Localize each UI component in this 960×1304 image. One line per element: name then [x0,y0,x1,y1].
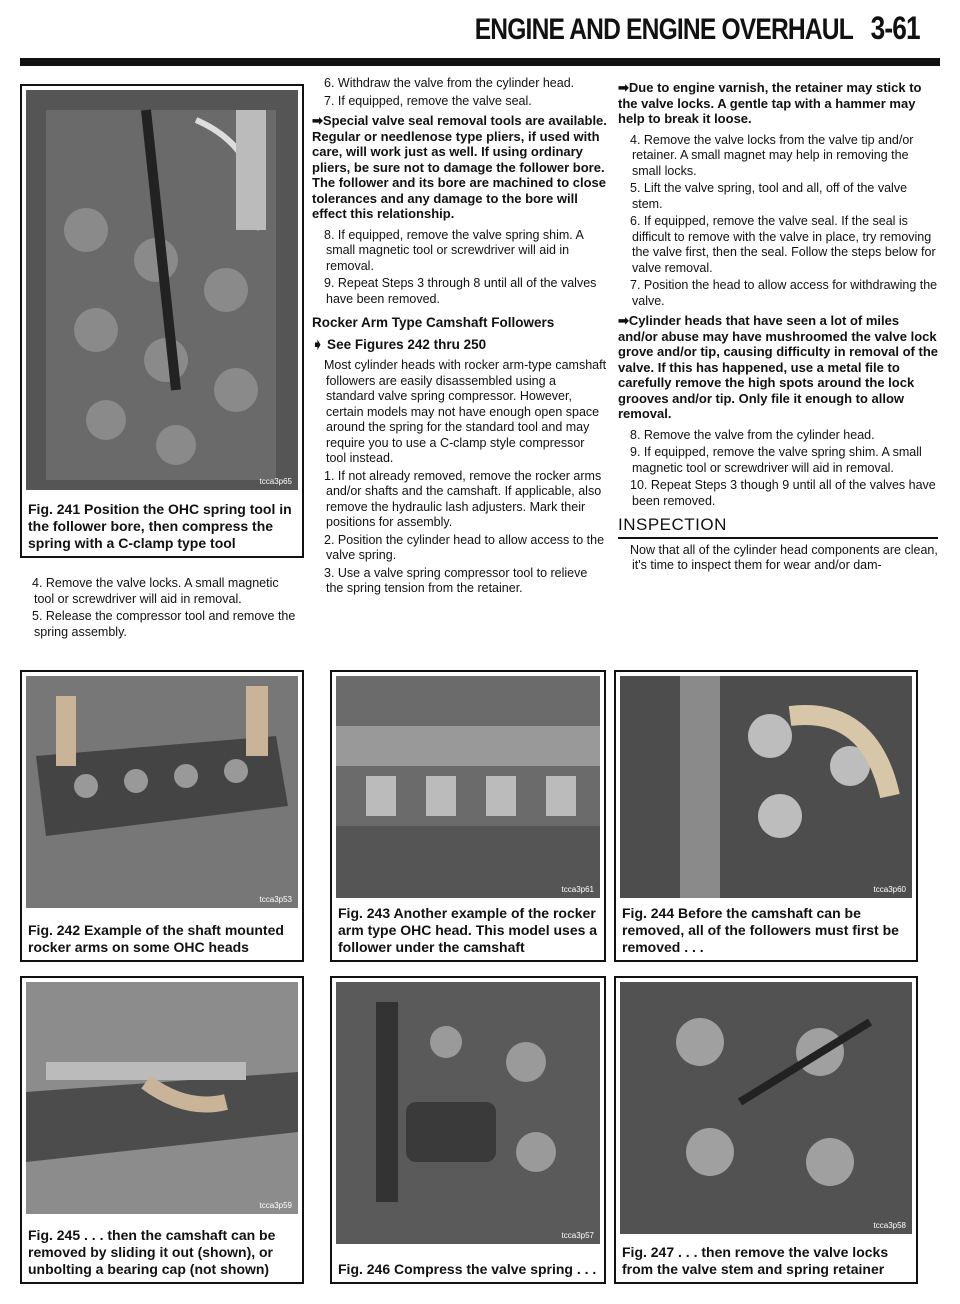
mid-step-9: 9. Repeat Steps 3 through 8 until all of the valves have been removed. [324,276,597,306]
chapter-title: ENGINE AND ENGINE OVERHAUL [474,13,853,46]
right-step-5: 5. Lift the valve spring, tool and all, off of the valve stem. [630,181,908,211]
figure-242 [20,670,304,962]
figure-246-code: tcca3p57 [561,1231,594,1240]
mid-step-2: 2. Position the cylinder head to allow access to the valve spring. [324,532,605,562]
left-step-4: 4. Remove the valve locks. A small magnetic tool or screwdriver will aid in removal. [32,576,279,606]
right-step-9: 9. If equipped, remove the valve spring shim. A small magnetic tool or screwdriver will aid in removal. [630,445,922,475]
left-step-5: 5. Release the compressor tool and remove the spring assembly. [32,609,296,639]
left-column [20,576,302,642]
mid-step-3: 3. Use a valve spring compressor tool to relieve the spring tension from the retainer. [324,565,588,595]
right-step-6: 6. If equipped, remove the valve seal. If the seal is difficult to remove with the valve in place, try removing the valve first, then the seal. Follow the steps below for valve removal. [630,214,936,275]
figure-242-caption: Fig. 242 Example of the shaft mounted rocker arms on some OHC heads [28,922,284,955]
section-heading-inspection: INSPECTION [618,517,938,539]
mid-step-8: 8. If equipped, remove the valve spring shim. A small magnetic tool or screwdriver will aid in removal. [324,227,584,273]
figure-247 [614,976,918,1284]
figure-245-caption: Fig. 245 . . . then the camshaft can be removed by sliding it out (shown), or unbolting a bearing cap (not shown) [28,1227,276,1277]
right-note-2: ➡Cylinder heads that have seen a lot of miles and/or abuse may have mushroomed the valve lock grove and/or tip, causing difficulty in removal of the valve. If this has happened, use a metal file to carefully remove the high spots around the lock grooves and/or tip. Only file it enough to allow removal. [618,313,938,421]
figure-244-code: tcca3p60 [873,885,906,894]
page-number: 3-61 [870,10,920,46]
right-step-8: 8. Remove the valve from the cylinder head. [630,427,875,442]
figure-245-code: tcca3p59 [259,1201,292,1210]
figure-244-caption: Fig. 244 Before the camshaft can be removed, all of the followers must first be removed . . . [622,905,899,955]
mid-step-6: 6. Withdraw the valve from the cylinder head. [324,76,575,90]
figure-245 [20,976,304,1284]
page-header [0,0,960,56]
header-rule [20,58,940,66]
mid-intro: Most cylinder heads with rocker arm-type camshaft followers are easily disassembled using a standard valve spring compressor. However, certain models may not have enough open space around the spring for the standard tool and may require you to use a C-clamp style compressor tool instead. [324,358,607,465]
section-heading-rocker: Rocker Arm Type Camshaft Followers [312,315,555,330]
figure-246 [330,976,606,1284]
figure-245-photo [26,982,298,1214]
figure-244 [614,670,918,962]
figure-247-caption: Fig. 247 . . . then remove the valve locks from the valve stem and spring retainer [622,1244,889,1277]
see-figures-link[interactable]: ➧ See Figures 242 thru 250 [312,336,487,352]
right-step-7: 7. Position the head to allow access for withdrawing the valve. [630,278,938,308]
figure-247-photo [620,982,912,1234]
mid-step-7: 7. If equipped, remove the valve seal. [324,93,532,108]
figure-241-caption: Fig. 241 Position the OHC spring tool in the follower bore, then compress the spring with a C-clamp type tool [28,501,292,551]
right-column [618,76,938,576]
mid-note: ➡Special valve seal removal tools are available. Regular or needlenose type pliers, if used with care, will work just as well. If using ordinary pliers, be sure not to damage the follower bore. The follower and its bore are machined to close tolerances and any damage to the bore will effect this relationship. [312,113,607,221]
figure-243-code: tcca3p61 [561,885,594,894]
figure-243 [330,670,606,962]
right-note-1: ➡Due to engine varnish, the retainer may stick to the valve locks. A gentle tap with a hammer may help to break it loose. [618,80,922,126]
figure-246-caption: Fig. 246 Compress the valve spring . . . [338,1261,597,1277]
figure-242-code: tcca3p53 [259,895,292,904]
mid-step-1: 1. If not already removed, remove the rocker arms and/or shafts and the camshaft. If applicable, also remove the hydraulic lash adjusters. Mark their positions for assembly. [324,468,602,529]
figure-247-code: tcca3p58 [873,1221,906,1230]
page-title [475,10,920,47]
figure-242-photo [26,676,298,908]
figure-246-photo [336,982,600,1244]
figure-243-caption: Fig. 243 Another example of the rocker arm type OHC head. This model uses a follower under the camshaft [338,905,598,955]
figure-244-photo [620,676,912,898]
figure-241-code: tcca3p65 [259,477,292,486]
figure-241 [20,84,304,558]
figure-241-photo [26,90,298,490]
inspection-text: Now that all of the cylinder head components are clean, it's time to inspect them for wear and/or dam- [630,542,938,572]
right-step-10: 10. Repeat Steps 3 though 9 until all of the valves have been removed. [630,478,936,508]
middle-column [312,76,608,599]
figure-243-photo [336,676,600,898]
right-step-4: 4. Remove the valve locks from the valve tip and/or retainer. A small magnet may help in removing the small locks. [630,132,914,178]
